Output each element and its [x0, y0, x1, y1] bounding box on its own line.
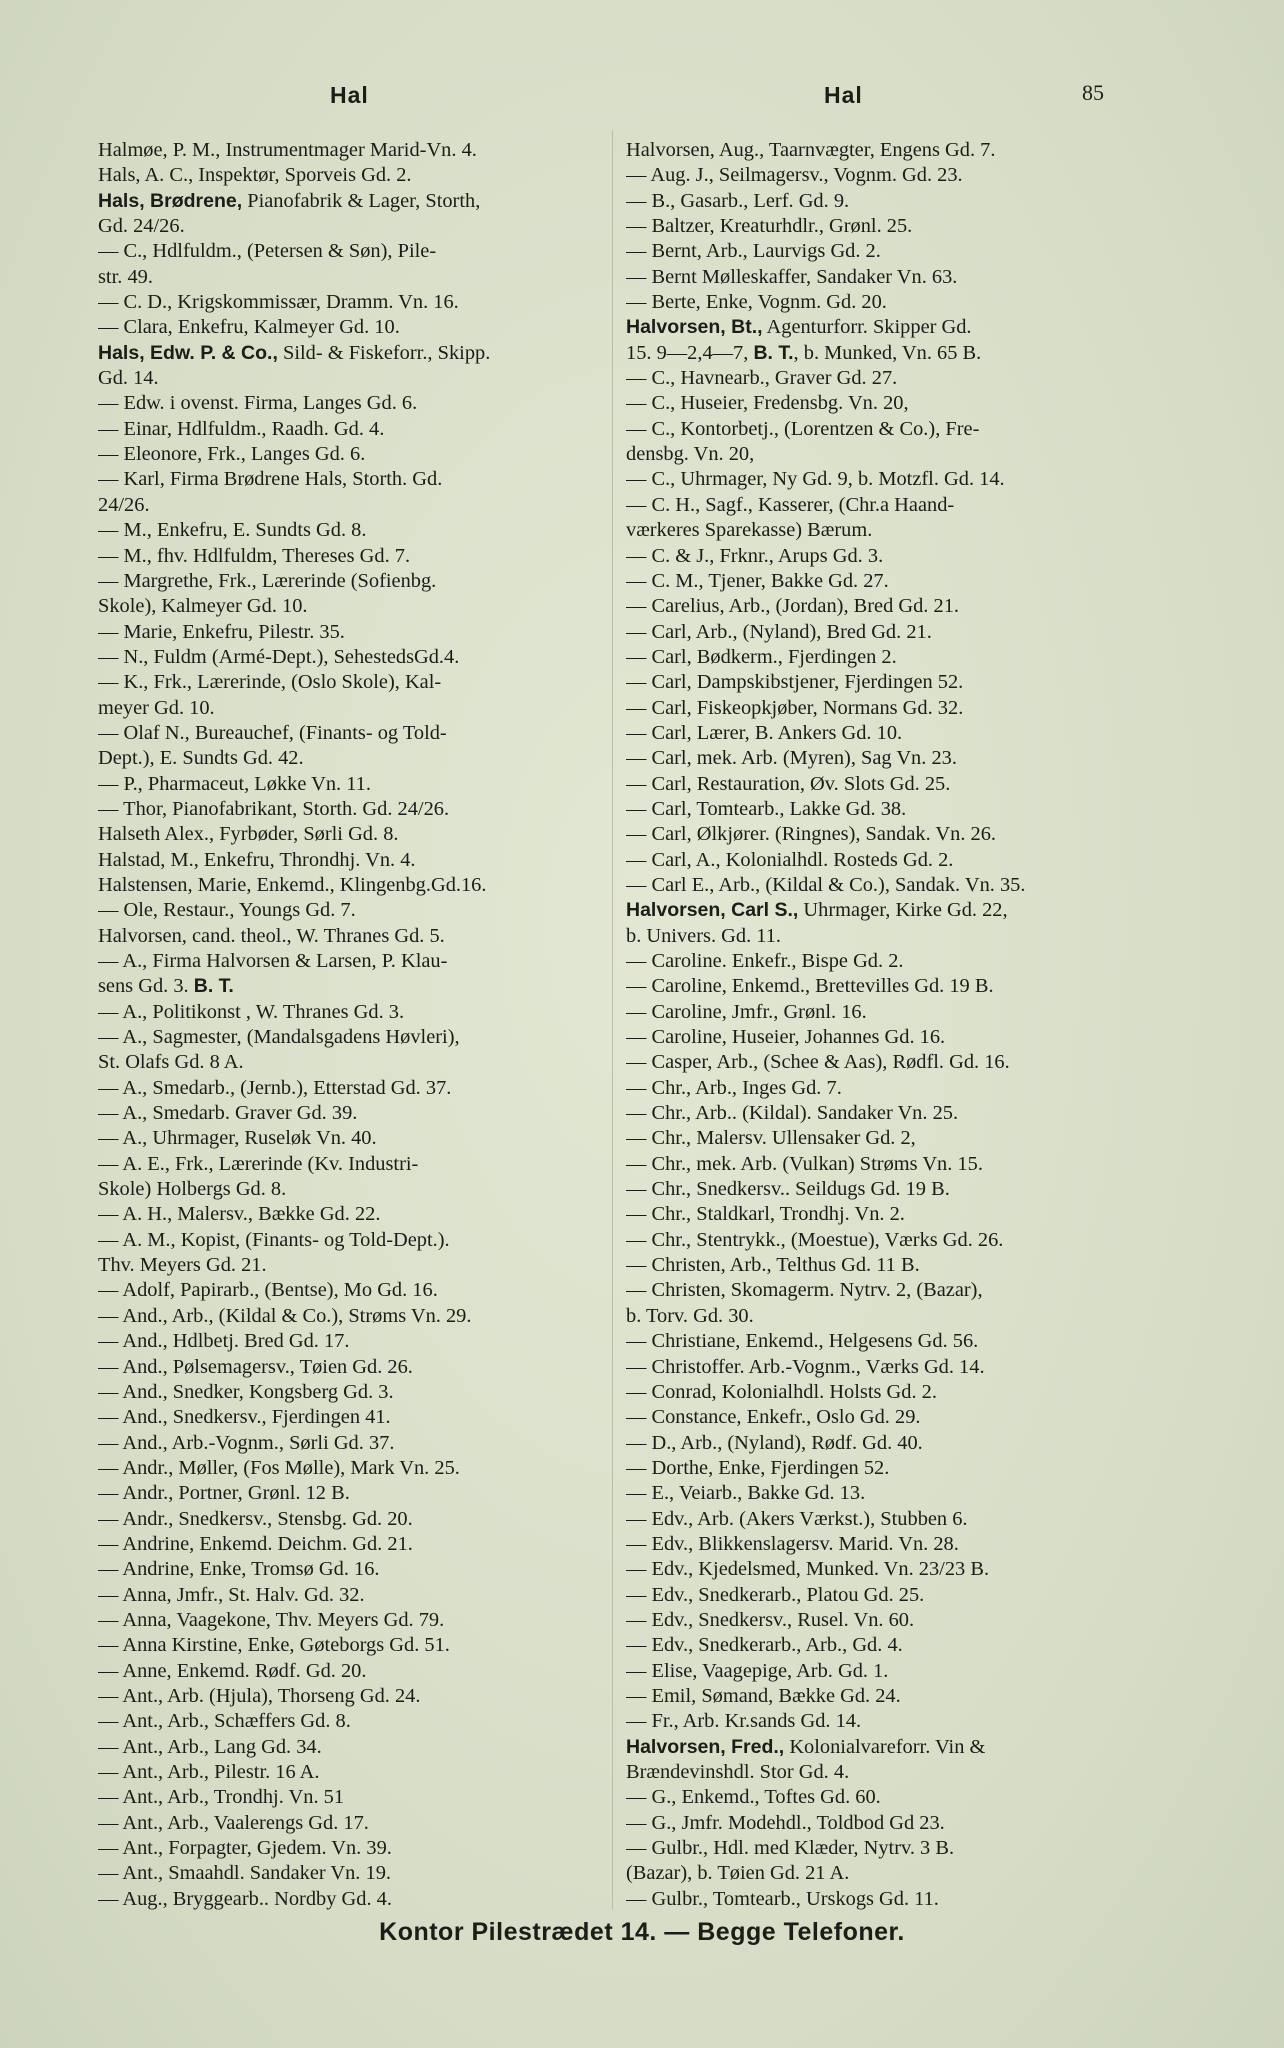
directory-entry-line [626, 1532, 1132, 1557]
entry-text: — Andrine, Enke, Tromsø Gd. 16. [98, 1558, 380, 1581]
entry-text: — A., Smedarb. Graver Gd. 39. [98, 1102, 358, 1125]
entry-text: — Bernt Mølleskaffer, Sandaker Vn. 63. [626, 265, 958, 288]
directory-entry-line [98, 366, 604, 391]
directory-entry-line [98, 1253, 604, 1278]
entry-text: — Chr., Staldkarl, Trondhj. Vn. 2. [626, 1203, 905, 1226]
entry-text: — Ant., Arb. (Hjula), Thorseng Gd. 24. [98, 1684, 421, 1707]
entry-text: sens Gd. 3. [98, 975, 194, 998]
directory-entry-line [98, 214, 604, 239]
directory-entry-line [626, 518, 1132, 543]
directory-entry-line [98, 138, 604, 163]
entry-text: 24/26. [98, 493, 150, 516]
entry-text: — Karl, Firma Brødrene Hals, Storth. Gd. [98, 468, 443, 491]
directory-entry-line [626, 569, 1132, 594]
directory-entry-line [626, 848, 1132, 873]
directory-entry-line [98, 391, 604, 416]
directory-entry-line [626, 265, 1132, 290]
entry-text: — Carl, Lærer, B. Ankers Gd. 10. [626, 721, 903, 744]
directory-entry-line [626, 1735, 1132, 1760]
directory-entry-line [626, 493, 1132, 518]
entry-text: — Edv., Snedkersv., Rusel. Vn. 60. [626, 1608, 915, 1631]
directory-entry-line [626, 1405, 1132, 1430]
directory-entry-line [626, 1380, 1132, 1405]
entry-text: — Berte, Enke, Vognm. Gd. 20. [626, 291, 887, 314]
directory-entry-line [626, 1202, 1132, 1227]
directory-entry-line [626, 1126, 1132, 1151]
entry-text: — Carl, Ølkjører. (Ringnes), Sandak. Vn. 26. [626, 823, 997, 846]
entry-text: — C., Havnearb., Graver Gd. 27. [626, 367, 898, 390]
entry-text: — And., Snedker, Kongsberg Gd. 3. [98, 1380, 394, 1403]
directory-entry-line [626, 442, 1132, 467]
directory-entry-line [626, 1659, 1132, 1684]
entry-text: — Carl, Dampskibstjener, Fjerdingen 52. [626, 671, 964, 694]
entry-text: — A., Sagmester, (Mandalsgadens Høvleri), [98, 1026, 460, 1049]
directory-entry-line [626, 772, 1132, 797]
directory-entry-line [626, 898, 1132, 923]
directory-entry-line [98, 1583, 604, 1608]
entry-text: Gd. 24/26. [98, 215, 185, 238]
entry-text: — Caroline, Jmfr., Grønl. 16. [626, 1000, 867, 1023]
entry-text: — Carl, mek. Arb. (Myren), Sag Vn. 23. [626, 747, 957, 770]
directory-entry-line [98, 1431, 604, 1456]
directory-entry-line [98, 1887, 604, 1912]
entry-text: — Carl, Bødkerm., Fjerdingen 2. [626, 645, 897, 668]
directory-entry-line [626, 594, 1132, 619]
directory-entry-line [98, 620, 604, 645]
entry-text: (Bazar), b. Tøien Gd. 21 A. [626, 1862, 850, 1885]
entry-text: — Baltzer, Kreaturhdlr., Grønl. 25. [626, 215, 913, 238]
entry-text: — Carelius, Arb., (Jordan), Bred Gd. 21. [626, 595, 959, 618]
entry-text: — Ant., Arb., Schæffers Gd. 8. [98, 1710, 351, 1733]
directory-entry-line [98, 822, 604, 847]
entry-text: — Edv., Blikkenslagersv. Marid. Vn. 28. [626, 1532, 959, 1555]
entry-text: Halstad, M., Enkefru, Throndhj. Vn. 4. [98, 848, 416, 871]
entry-text: — Margrethe, Frk., Lærerinde (Sofienbg. [98, 569, 437, 592]
directory-entry-line [626, 341, 1132, 366]
directory-entry-line [98, 924, 604, 949]
directory-entry-line [98, 467, 604, 492]
directory-entry-line [626, 1329, 1132, 1354]
directory-entry-line [98, 1608, 604, 1633]
directory-entry-line [626, 1608, 1132, 1633]
entry-text: Dept.), E. Sundts Gd. 42. [98, 747, 304, 770]
entry-text: str. 49. [98, 265, 153, 288]
entry-text: — Andr., Snedkersv., Stensbg. Gd. 20. [98, 1507, 413, 1530]
entry-text: — Anna Kirstine, Enke, Gøteborgs Gd. 51. [98, 1634, 450, 1657]
entry-text: — Clara, Enkefru, Kalmeyer Gd. 10. [98, 316, 400, 339]
right-column [626, 138, 1132, 1913]
directory-entry-line [626, 1633, 1132, 1658]
directory-entry-line [626, 1355, 1132, 1380]
entry-heading-bold: Hals, Edw. P. & Co., [98, 341, 278, 364]
directory-entry-line [98, 746, 604, 771]
entry-text: — Emil, Sømand, Bække Gd. 24. [626, 1684, 901, 1707]
entry-text: — A., Firma Halvorsen & Larsen, P. Klau- [98, 950, 448, 972]
entry-text: — C. M., Tjener, Bakke Gd. 27. [626, 569, 889, 592]
directory-entry-line [98, 670, 604, 695]
directory-entry-line [626, 797, 1132, 822]
entry-text: Kolonialvareforr. Vin & [784, 1735, 986, 1758]
directory-entry-line [98, 1000, 604, 1025]
directory-entry-line [98, 544, 604, 569]
directory-entry-line [98, 1481, 604, 1506]
entry-text: — Conrad, Kolonialhdl. Holsts Gd. 2. [626, 1380, 937, 1403]
directory-entry-line [626, 1887, 1132, 1912]
directory-entry-line [98, 974, 604, 999]
directory-entry-line [626, 1177, 1132, 1202]
entry-text: — Caroline, Enkemd., Brettevilles Gd. 19 B. [626, 975, 994, 998]
entry-text: — Chr., Malersv. Ullensaker Gd. 2, [626, 1127, 916, 1150]
directory-entry-line [626, 1557, 1132, 1582]
directory-entry-line [98, 290, 604, 315]
entry-text: — C., Huseier, Fredensbg. Vn. 20, [626, 392, 909, 415]
entry-text: — Anna, Vaagekone, Thv. Meyers Gd. 79. [98, 1608, 445, 1631]
entry-text: — K., Frk., Lærerinde, (Oslo Skole), Kal- [98, 671, 442, 694]
entry-heading-bold: Halvorsen, Fred., [626, 1735, 785, 1758]
directory-entry-line [98, 341, 604, 366]
directory-entry-line [626, 1760, 1132, 1785]
directory-entry-line [98, 594, 604, 619]
entry-text: — Ant., Arb., Vaalerengs Gd. 17. [98, 1811, 369, 1834]
entry-text: Halstensen, Marie, Enkemd., Klingenbg.Gd.16. [98, 873, 487, 896]
entry-text: 15. 9—2,4—7, [626, 341, 754, 364]
entry-text: — Gulbr., Tomtearb., Urskogs Gd. 11. [626, 1887, 939, 1910]
directory-entry-line [98, 163, 604, 188]
entry-text: Agenturforr. Skipper Gd. [762, 316, 972, 339]
entry-text: — Carl, Fiskeopkjøber, Normans Gd. 32. [626, 696, 964, 719]
directory-entry-line [626, 746, 1132, 771]
directory-entry-line [98, 1912, 604, 1913]
directory-entry-line [626, 1304, 1132, 1329]
directory-entry-line [98, 1025, 604, 1050]
entry-text: — Ant., Arb., Trondhj. Vn. 51 [98, 1786, 345, 1809]
directory-entry-line [98, 1076, 604, 1101]
entry-text: — Carl, Tomtearb., Lakke Gd. 38. [626, 797, 907, 820]
directory-entry-line [626, 1507, 1132, 1532]
entry-text: — C., Hdlfuldm., (Petersen & Søn), Pile- [98, 240, 437, 263]
entry-text: — Dorthe, Enke, Fjerdingen 52. [626, 1456, 890, 1479]
entry-text: — Caroline. Enkefr., Bispe Gd. 2. [626, 950, 904, 972]
entry-text: Halmøe, P. M., Instrumentmager Marid-Vn. 4. [98, 139, 477, 161]
directory-entry-line [626, 1836, 1132, 1861]
directory-entry-line [98, 1760, 604, 1785]
directory-entry-line [98, 1532, 604, 1557]
entry-text: — A. H., Malersv., Bække Gd. 22. [98, 1203, 381, 1226]
directory-entry-line [98, 239, 604, 264]
directory-entry-line [98, 1861, 604, 1886]
footer-advert: Kontor Pilestrædet 14. — Begge Telefoner. [379, 1918, 905, 1946]
directory-entry-line [98, 645, 604, 670]
entry-text: densbg. Vn. 20, [626, 443, 755, 466]
entry-text: — A. E., Frk., Lærerinde (Kv. Industri- [98, 1152, 419, 1175]
directory-entry-line [98, 772, 604, 797]
directory-entry-line [98, 1633, 604, 1658]
entry-text: Hals, A. C., Inspektør, Sporveis Gd. 2. [98, 164, 412, 187]
entry-text: — Eleonore, Frk., Langes Gd. 6. [98, 443, 366, 466]
entry-text: — C., Uhrmager, Ny Gd. 9, b. Motzfl. Gd. 14. [626, 468, 1005, 491]
entry-text: — Edv., Snedkerarb., Arb., Gd. 4. [626, 1634, 903, 1657]
directory-entry-line [626, 1101, 1132, 1126]
directory-entry-line [626, 822, 1132, 847]
entry-text: — Bernt, Arb., Laurvigs Gd. 2. [626, 240, 881, 263]
entry-text: — Christiane, Enkemd., Helgesens Gd. 56. [626, 1330, 979, 1353]
directory-entry-line [98, 1836, 604, 1861]
directory-entry-line [626, 138, 1132, 163]
entry-text: — A. M., Kopist, (Finants- og Told-Dept.). [98, 1228, 450, 1251]
directory-entry-line [98, 1735, 604, 1760]
entry-text: Skole) Holbergs Gd. 8. [98, 1178, 287, 1201]
directory-entry-line [626, 1861, 1132, 1886]
directory-entry-line [626, 1076, 1132, 1101]
directory-entry-line [98, 265, 604, 290]
entry-text: b. Univers. Gd. 11. [626, 924, 781, 947]
directory-entry-line [98, 1684, 604, 1709]
directory-entry-line [98, 189, 604, 214]
entry-text: — Edv., Snedkerarb., Platou Gd. 25. [626, 1583, 925, 1606]
entry-text: — Andr., Portner, Grønl. 12 B. [98, 1482, 350, 1505]
entry-text: — Chr., Arb., Inges Gd. 7. [626, 1076, 842, 1099]
directory-entry-line [98, 417, 604, 442]
directory-entry-line [626, 391, 1132, 416]
entry-text: — Christoffer. Arb.-Vognm., Værks Gd. 14. [626, 1355, 985, 1378]
directory-entry-line [626, 544, 1132, 569]
entry-text: Skole), Kalmeyer Gd. 10. [98, 595, 308, 618]
directory-entry-line [626, 1709, 1132, 1734]
entry-text: værkeres Sparekasse) Bærum. [626, 519, 873, 542]
directory-entry-line [98, 1785, 604, 1810]
entry-text: — Carl E., Arb., (Kildal & Co.), Sandak. Vn. 35. [626, 873, 1026, 896]
entry-text: — A., Politikonst , W. Thranes Gd. 3. [98, 1000, 405, 1023]
entry-text: Halvorsen, cand. theol., W. Thranes Gd. 5. [98, 924, 445, 947]
entry-text: Halvorsen, Aug., Taarnvægter, Engens Gd. 7. [626, 139, 996, 161]
entry-text: — And., Hdlbetj. Bred Gd. 17. [98, 1330, 350, 1353]
entry-text: — C., Kontorbetj., (Lorentzen & Co.), Fre- [626, 417, 980, 440]
entry-text: — Andr., Møller, (Fos Mølle), Mark Vn. 25. [98, 1456, 460, 1479]
entry-text: — Gulbr., Hdl. med Klæder, Nytrv. 3 B. [626, 1837, 955, 1860]
entry-text: — Chr., mek. Arb. (Vulkan) Strøms Vn. 15. [626, 1152, 983, 1175]
directory-entry-line [626, 1912, 1132, 1913]
entry-text: — Anne, Enkemd. Rødf. Gd. 20. [98, 1659, 367, 1682]
directory-entry-line [98, 1405, 604, 1430]
directory-entry-line [98, 898, 604, 923]
entry-text: — Edw. i ovenst. Firma, Langes Gd. 6. [98, 392, 418, 415]
directory-entry-line [626, 696, 1132, 721]
directory-entry-line [626, 1583, 1132, 1608]
directory-entry-line [98, 949, 604, 974]
entry-text: , b. Munked, Vn. 65 B. [793, 341, 982, 364]
entry-heading-bold: B. T. [193, 975, 234, 998]
entry-text: — M., fhv. Hdlfuldm, Thereses Gd. 7. [98, 544, 411, 567]
entry-text: — Ant., Smaahdl. Sandaker Vn. 19. [98, 1862, 391, 1885]
entry-text: — Anna, Jmfr., St. Halv. Gd. 32. [98, 1583, 365, 1606]
entry-heading-bold: B. T. [753, 341, 794, 364]
directory-entry-line [98, 442, 604, 467]
entry-text: — Edv., Arb. (Akers Værkst.), Stubben 6. [626, 1507, 968, 1530]
entry-text: — A., Smedarb., (Jernb.), Etterstad Gd. 37. [98, 1076, 452, 1099]
entry-text: Brændevinshdl. Stor Gd. 4. [626, 1761, 850, 1783]
entry-text: Sild- & Fiskeforr., Skipp. [277, 341, 491, 364]
directory-entry-line [98, 569, 604, 594]
entry-text: — Thor, Pianofabrikant, Storth. Gd. 24/26. [98, 797, 450, 820]
directory-entry-line [626, 1025, 1132, 1050]
column-divider [612, 130, 613, 1910]
entry-text: — Carl, Restauration, Øv. Slots Gd. 25. [626, 772, 951, 795]
entry-text: — Casper, Arb., (Schee & Aas), Rødfl. Gd. 16. [626, 1051, 1010, 1074]
entry-text: — Chr., Snedkersv.. Seildugs Gd. 19 B. [626, 1178, 950, 1201]
directory-entry-line [626, 1000, 1132, 1025]
entry-text: — Aug., Bryggearb.. Nordby Gd. 4. [98, 1887, 392, 1910]
directory-entry-line [626, 1811, 1132, 1836]
directory-entry-line [98, 1507, 604, 1532]
entry-text: — Carl, A., Kolonialhdl. Rosteds Gd. 2. [626, 848, 954, 871]
directory-entry-line [98, 1659, 604, 1684]
directory-entry-line [626, 366, 1132, 391]
entry-text: Gd. 14. [98, 367, 159, 390]
directory-entry-line [98, 1050, 604, 1075]
entry-text: — Aug. J., Seilmagersv., Vognm. Gd. 23. [626, 164, 963, 187]
entry-text: Pianofabrik & Lager, Storth, [242, 189, 481, 212]
entry-text: — Ant., Arb., Pilestr. 16 A. [98, 1761, 320, 1783]
entry-text: — Marie, Enkefru, Pilestr. 35. [98, 620, 345, 643]
entry-text: — And., Pølsemagersv., Tøien Gd. 26. [98, 1355, 413, 1378]
entry-heading-bold: Hals, Brødrene, [98, 189, 243, 212]
directory-entry-line [98, 1304, 604, 1329]
entry-text: St. Olafs Gd. 8 A. [98, 1051, 244, 1074]
page-number: 85 [1082, 80, 1104, 105]
entry-text: — Christen, Skomagerm. Nytrv. 2, (Bazar), [626, 1279, 983, 1302]
directory-entry-line [626, 163, 1132, 188]
directory-entry-line [98, 1380, 604, 1405]
entry-text: — Ant., Arb., Lang Gd. 34. [98, 1735, 322, 1758]
entry-text: — And., Arb.-Vognm., Sørli Gd. 37. [98, 1431, 395, 1454]
entry-text: — Elise, Vaagepige, Arb. Gd. 1. [626, 1659, 889, 1682]
directory-entry-line [626, 214, 1132, 239]
entry-text: — E., Veiarb., Bakke Gd. 13. [626, 1482, 866, 1505]
directory-entry-line [626, 1050, 1132, 1075]
entry-text: — D., Arb., (Nyland), Rødf. Gd. 40. [626, 1431, 923, 1454]
directory-entry-line [98, 518, 604, 543]
directory-entry-line [98, 1355, 604, 1380]
directory-entry-line [98, 1456, 604, 1481]
directory-entry-line [98, 1329, 604, 1354]
directory-entry-line [626, 417, 1132, 442]
directory-entry-line [626, 239, 1132, 264]
directory-entry-line [626, 1481, 1132, 1506]
directory-entry-line [626, 949, 1132, 974]
entry-text: b. Torv. Gd. 30. [626, 1304, 754, 1327]
directory-entry-line [98, 1557, 604, 1582]
directory-entry-line [626, 721, 1132, 746]
entry-text: — Fr., Arb. Kr.sands Gd. 14. [626, 1710, 862, 1733]
directory-entry-line [98, 1101, 604, 1126]
directory-entry-line [626, 974, 1132, 999]
directory-entry-line [626, 467, 1132, 492]
entry-text: — Constance, Enkefr., Oslo Gd. 29. [626, 1406, 921, 1429]
directory-entry-line [626, 315, 1132, 340]
directory-entry-line [98, 315, 604, 340]
directory-entry-line [98, 1177, 604, 1202]
entry-text: — Ole, Restaur., Youngs Gd. 7. [98, 899, 356, 922]
entry-text: — Carl, Arb., (Nyland), Bred Gd. 21. [626, 620, 932, 643]
entry-text: — Edv., Kjedelsmed, Munked. Vn. 23/23 B. [626, 1558, 990, 1581]
directory-entry-line [626, 290, 1132, 315]
entry-text: — Einar, Hdlfuldm., Raadh. Gd. 4. [98, 417, 385, 440]
entry-text: — C. D., Krigskommissær, Dramm. Vn. 16. [98, 291, 459, 314]
directory-entry-line [98, 873, 604, 898]
directory-entry-line [626, 670, 1132, 695]
entry-text: — B., Gasarb., Lerf. Gd. 9. [626, 189, 850, 212]
directory-entry-line [98, 696, 604, 721]
entry-text: — Ant., Forpagter, Gjedem. Vn. 39. [98, 1837, 392, 1860]
directory-entry-line [98, 1202, 604, 1227]
entry-text: — M., Enkefru, E. Sundts Gd. 8. [98, 519, 367, 542]
directory-entry-line [98, 848, 604, 873]
directory-entry-line [626, 1278, 1132, 1303]
entry-text: — G., Jmfr. Modehdl., Toldbod Gd 23. [626, 1811, 945, 1834]
running-head-right: Hal [824, 82, 863, 108]
entry-text: — C. H., Sagf., Kasserer, (Chr.a Haand- [626, 493, 955, 516]
directory-entry-line [98, 1709, 604, 1734]
entry-text: — And., Snedkersv., Fjerdingen 41. [98, 1406, 391, 1429]
entry-text: Thv. Meyers Gd. 21. [98, 1254, 267, 1277]
entry-text: meyer Gd. 10. [98, 696, 215, 719]
entry-text: — G., Enkemd., Toftes Gd. 60. [626, 1786, 881, 1809]
directory-entry-line [626, 1228, 1132, 1253]
directory-entry-line [626, 873, 1132, 898]
directory-entry-line [626, 1152, 1132, 1177]
directory-entry-line [626, 1431, 1132, 1456]
entry-text: — Christen, Arb., Telthus Gd. 11 B. [626, 1254, 920, 1277]
entry-text: — Adolf, Papirarb., (Bentse), Mo Gd. 16. [98, 1279, 438, 1302]
entry-text: Uhrmager, Kirke Gd. 22, [798, 899, 1008, 922]
running-head-left: Hal [330, 82, 369, 108]
entry-text: — Olaf N., Bureauchef, (Finants- og Told- [98, 721, 447, 744]
directory-entry-line [98, 1126, 604, 1151]
directory-entry-line [626, 1684, 1132, 1709]
entry-text: — Chr., Arb.. (Kildal). Sandaker Vn. 25. [626, 1102, 959, 1125]
directory-entry-line [98, 797, 604, 822]
directory-entry-line [98, 1278, 604, 1303]
entry-text: — Caroline, Huseier, Johannes Gd. 16. [626, 1026, 946, 1049]
entry-text: — C. & J., Frknr., Arups Gd. 3. [626, 544, 884, 567]
entry-heading-bold: Halvorsen, Carl S., [626, 899, 799, 922]
directory-entry-line [98, 1152, 604, 1177]
directory-entry-line [626, 645, 1132, 670]
entry-text: — N., Fuldm (Armé-Dept.), SehestedsGd.4. [98, 645, 460, 668]
entry-text: Halseth Alex., Fyrbøder, Sørli Gd. 8. [98, 823, 399, 846]
directory-entry-line [626, 1456, 1132, 1481]
directory-entry-line [626, 1253, 1132, 1278]
left-column [98, 138, 604, 1913]
directory-entry-line [98, 1811, 604, 1836]
entry-heading-bold: Halvorsen, Bt., [626, 316, 763, 339]
entry-text: — Chr., Stentrykk., (Moestue), Værks Gd. 26. [626, 1228, 1004, 1251]
entry-text: — Andrine, Enkemd. Deichm. Gd. 21. [98, 1532, 413, 1555]
directory-entry-line [626, 189, 1132, 214]
directory-entry-line [626, 1785, 1132, 1810]
entry-text: — And., Arb., (Kildal & Co.), Strøms Vn. 29. [98, 1304, 472, 1327]
directory-entry-line [626, 924, 1132, 949]
directory-entry-line [98, 1228, 604, 1253]
entry-text: — P., Pharmaceut, Løkke Vn. 11. [98, 772, 371, 795]
directory-entry-line [626, 620, 1132, 645]
directory-entry-line [98, 721, 604, 746]
entry-text: — A., Uhrmager, Ruseløk Vn. 40. [98, 1127, 377, 1150]
directory-entry-line [98, 493, 604, 518]
